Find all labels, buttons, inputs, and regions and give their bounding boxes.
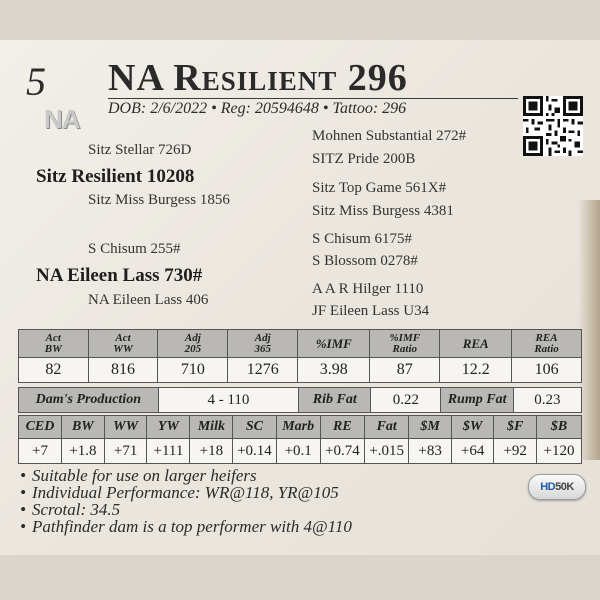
- note-item: • Scrotal: 34.5: [20, 500, 121, 519]
- epd-header-w: $W: [451, 416, 494, 439]
- epd-header-ced: CED: [19, 416, 62, 439]
- epd-value-marb: +0.1: [276, 439, 320, 464]
- epd-value-fat: +.015: [365, 439, 409, 464]
- rib-fat-value: 0.22: [371, 388, 441, 413]
- pedigree-dam: NA Eileen Lass 730#: [36, 265, 203, 286]
- epd-value-ww: +71: [104, 439, 147, 464]
- dam-production-row: [19, 388, 582, 413]
- pedigree-dss-dam: S Blossom 0278#: [312, 253, 418, 269]
- epd-value-m: +83: [409, 439, 452, 464]
- epd-header-milk: Milk: [190, 416, 233, 439]
- epd-header-m: $M: [409, 416, 452, 439]
- epd-header-sc: SC: [233, 416, 276, 439]
- rump-fat-value: 0.23: [513, 388, 581, 413]
- note-item: • Suitable for use on larger heifers: [20, 466, 257, 485]
- perf-header-adj-205: Adj 205: [158, 330, 228, 358]
- lot-number: 5: [26, 59, 46, 104]
- epd-header-bw: BW: [61, 416, 104, 439]
- bullet-icon: •: [20, 517, 26, 536]
- note-item: • Individual Performance: WR@118, YR@105: [20, 483, 339, 502]
- epd-header-ww: WW: [104, 416, 147, 439]
- performance-header-row: [19, 330, 582, 358]
- perf-value-rea: 12.2: [440, 358, 512, 383]
- bullet-icon: •: [20, 483, 26, 502]
- perf-header-imf-ratio: %IMF Ratio: [370, 330, 440, 358]
- na-logo: NA: [44, 104, 80, 134]
- pedigree-sire-sire: Sitz Stellar 726D: [88, 142, 192, 158]
- perf-header-imf: %IMF: [298, 330, 370, 358]
- perf-header-act-bw: Act BW: [19, 330, 89, 358]
- hd50k-badge: HD50K: [528, 474, 586, 500]
- epd-value-ced: +7: [19, 439, 62, 464]
- registration-info: DOB: 2/6/2022 • Reg: 20594648 • Tattoo: 296: [108, 100, 407, 117]
- epd-header-marb: Marb: [276, 416, 320, 439]
- epd-values-row: [19, 439, 582, 464]
- perf-value-act-ww: 816: [88, 358, 158, 383]
- epd-value-w: +64: [451, 439, 494, 464]
- animal-name: NA Resilient 296: [108, 57, 408, 99]
- epd-value-f: +92: [494, 439, 537, 464]
- epd-header-b: $B: [536, 416, 581, 439]
- pedigree-ddd-dam: JF Eileen Lass U34: [312, 303, 430, 319]
- epd-value-milk: +18: [190, 439, 233, 464]
- rump-fat-label: Rump Fat: [441, 388, 513, 413]
- pedigree-ddd-sire: A A R Hilger 1110: [312, 281, 424, 297]
- rib-fat-label: Rib Fat: [299, 388, 371, 413]
- pedigree-sss-sire: Mohnen Substantial 272#: [312, 128, 467, 144]
- perf-value-imf-ratio: 87: [370, 358, 440, 383]
- performance-table: [18, 329, 582, 383]
- dams-production-value: 4 - 110: [158, 388, 299, 413]
- pedigree-dss-sire: S Chisum 6175#: [312, 231, 413, 247]
- perf-value-imf: 3.98: [298, 358, 370, 383]
- title-divider: [108, 98, 518, 99]
- note-item: • Pathfinder dam is a top performer with 4@110: [20, 517, 352, 536]
- epd-value-bw: +1.8: [61, 439, 104, 464]
- bullet-icon: •: [20, 466, 26, 485]
- perf-header-rea-ratio: REA Ratio: [512, 330, 582, 358]
- perf-header-act-ww: Act WW: [88, 330, 158, 358]
- epd-header-fat: Fat: [365, 416, 409, 439]
- pedigree-dam-dam: NA Eileen Lass 406: [88, 292, 209, 308]
- epd-value-sc: +0.14: [233, 439, 276, 464]
- perf-header-adj-365: Adj 365: [228, 330, 298, 358]
- epd-value-yw: +111: [147, 439, 190, 464]
- epd-value-re: +0.74: [320, 439, 364, 464]
- perf-header-rea: REA: [440, 330, 512, 358]
- dam-production-table: [18, 387, 582, 413]
- epd-header-f: $F: [494, 416, 537, 439]
- pedigree-sss-dam: SITZ Pride 200B: [312, 151, 416, 167]
- pedigree-sdd-sire: Sitz Top Game 561X#: [312, 180, 447, 196]
- epd-header-row: [19, 416, 582, 439]
- pedigree-sire-dam: Sitz Miss Burgess 1856: [88, 192, 230, 208]
- epd-header-re: RE: [320, 416, 364, 439]
- performance-values-row: [19, 358, 582, 383]
- epd-value-b: +120: [536, 439, 581, 464]
- perf-value-adj-365: 1276: [228, 358, 298, 383]
- qr-code-icon[interactable]: [523, 96, 583, 156]
- dams-production-label: Dam's Production: [19, 388, 159, 413]
- pedigree-sire: Sitz Resilient 10208: [36, 166, 195, 187]
- epd-header-yw: YW: [147, 416, 190, 439]
- pedigree-dam-sire: S Chisum 255#: [88, 241, 181, 257]
- perf-value-adj-205: 710: [158, 358, 228, 383]
- epd-table: [18, 415, 582, 464]
- pedigree-sdd-dam: Sitz Miss Burgess 4381: [312, 203, 454, 219]
- perf-value-rea-ratio: 106: [512, 358, 582, 383]
- notes-list: [20, 467, 352, 535]
- bullet-icon: •: [20, 500, 26, 519]
- perf-value-act-bw: 82: [19, 358, 89, 383]
